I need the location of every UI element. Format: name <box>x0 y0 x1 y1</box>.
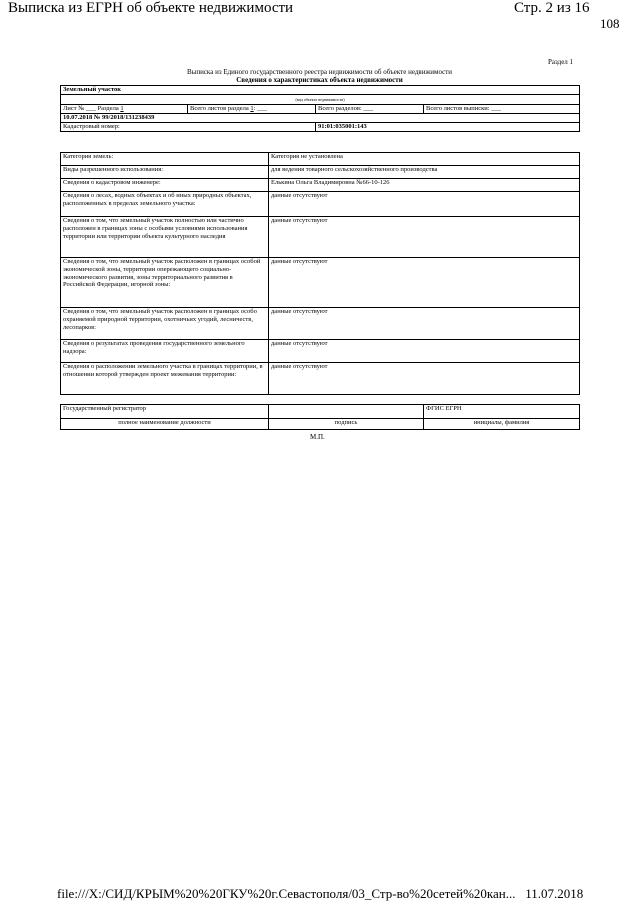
print-footer <box>57 886 583 902</box>
row-label: Категория земель: <box>61 153 269 166</box>
row-label: Сведения о том, что земельный участок расположен в границах особо охраняемой природной территории, охотничьих угодий, лесничеств, лесопарков: <box>61 308 269 340</box>
table-row <box>61 308 580 340</box>
row-value: для ведения товарного сельскохозяйственного производства <box>269 166 580 179</box>
sheet-blank: ___ <box>86 105 96 112</box>
total-sections-blank: ___ <box>363 105 374 112</box>
row-label: Виды разрешенного использования: <box>61 166 269 179</box>
section-sheets-cell <box>188 105 316 114</box>
caption-position: полное наименование должности <box>61 419 269 430</box>
stamp-placeholder: М.П. <box>310 433 325 441</box>
total-sheets-blank: ___ <box>491 105 501 112</box>
total-sections-label: Всего разделов: <box>318 105 362 112</box>
registrar-position: Государственный регистратор <box>61 405 269 419</box>
footer-date: 11.07.2018 <box>525 886 584 901</box>
row-value: Категория не установлена <box>269 153 580 166</box>
section-label: Раздел 1 <box>548 58 574 66</box>
signature-field <box>269 405 424 419</box>
document-subtitle: Сведения о характеристиках объекта недвижимости <box>236 76 403 84</box>
print-header-title: Выписка из ЕГРН об объекте недвижимости <box>8 0 294 16</box>
date-number: 10.07.2018 № 99/2018/131238439 <box>61 114 580 123</box>
handwritten-page-number: 108 <box>600 16 620 31</box>
table-row <box>61 166 580 179</box>
row-label: Сведения о том, что земельный участок расположен в границах особой экономической зоны, территории опережающего социально-экономического развития, зоны территориального развития в Российской Федерации, игорной зоны: <box>61 258 269 308</box>
row-label: Сведения о том, что земельный участок полностью или частично расположен в границах зоны с особыми условиями использования территории или территории объекта культурного наследия <box>61 217 269 258</box>
print-header-page: Стр. 2 из 16 <box>514 0 590 16</box>
table-row <box>61 217 580 258</box>
table-row <box>61 153 580 166</box>
section-label-inline: Раздела <box>97 105 119 112</box>
object-type-caption: (вид объекта недвижимости) <box>61 95 580 105</box>
row-value: данные отсутствуют <box>269 340 580 363</box>
row-value: данные отсутствуют <box>269 308 580 340</box>
row-value: данные отсутствуют <box>269 258 580 308</box>
row-label: Сведения о расположении земельного участка в границах территории, в отношении которой утвержден проект межевания территории: <box>61 363 269 395</box>
total-sections-cell <box>316 105 424 114</box>
registrar-org: ФГИС ЕГРН <box>424 405 580 419</box>
section-sheets-label: Всего листов раздела <box>190 105 249 112</box>
section-sheets-blank: : ___ <box>253 105 267 112</box>
details-table <box>60 152 580 395</box>
table-row <box>61 340 580 363</box>
row-value: данные отсутствуют <box>269 217 580 258</box>
table-row <box>61 363 580 395</box>
row-label: Сведения о лесах, водных объектах и об иных природных объектах, расположенных в пределах земельного участка: <box>61 192 269 217</box>
sheet-label: Лист № <box>63 105 85 112</box>
sheet-number-cell <box>61 105 188 114</box>
signature-table <box>60 404 580 430</box>
table-row <box>61 179 580 192</box>
header-table <box>60 85 580 132</box>
row-label: Сведения о результатах проведения государственного земельного надзора: <box>61 340 269 363</box>
section-value: 1 <box>120 105 124 112</box>
row-value: данные отсутствуют <box>269 192 580 217</box>
cadastral-label: Кадастровый номер: <box>61 123 316 132</box>
caption-name: инициалы, фамилия <box>424 419 580 430</box>
object-type: Земельный участок <box>61 86 580 95</box>
table-row <box>61 192 580 217</box>
row-value: Елькина Ольга Владимировна №66-10-126 <box>269 179 580 192</box>
total-sheets-cell <box>424 105 580 114</box>
cadastral-number: 91:01:035001:143 <box>316 123 580 132</box>
row-label: Сведения о кадастровом инженере: <box>61 179 269 192</box>
total-sheets-label: Всего листов выписки: <box>426 105 490 112</box>
section-sheets-value: 1 <box>250 105 254 112</box>
caption-signature: подпись <box>269 419 424 430</box>
table-row <box>61 258 580 308</box>
footer-path: file:///X:/СИД/КРЫМ%20%20ГКУ%20г.Севастополя/03_Стр-во%20сетей%20кан... <box>57 886 516 901</box>
row-value: данные отсутствуют <box>269 363 580 395</box>
document-title: Выписка из Единого государственного реестра недвижимости об объекте недвижимости <box>186 68 453 76</box>
